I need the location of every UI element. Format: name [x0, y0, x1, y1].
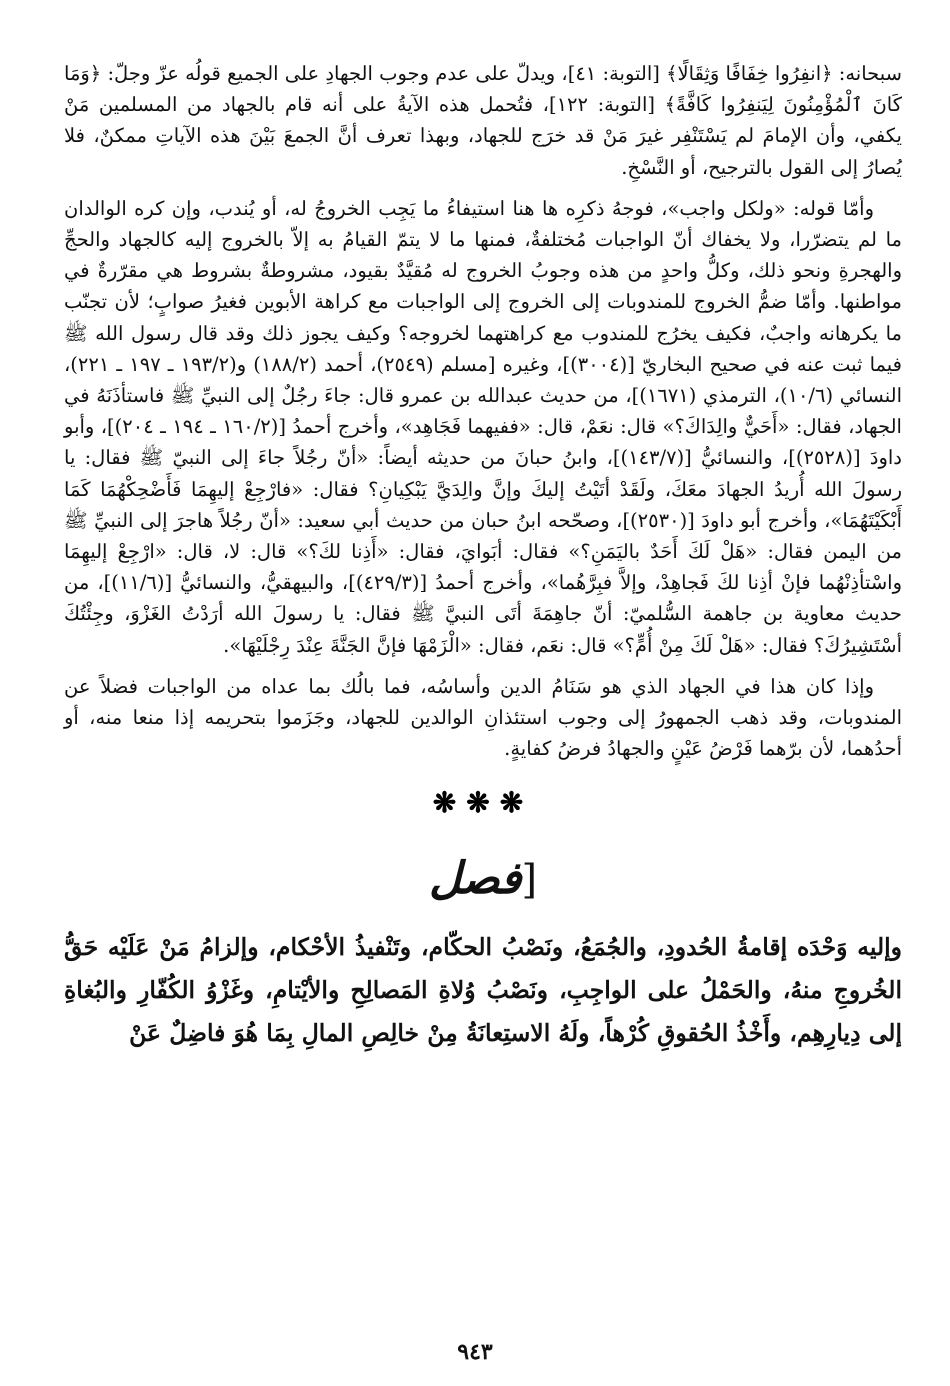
section-heading-text: فصل: [428, 853, 522, 905]
paragraph-2: وأمّا قوله: «ولكل واجب»، فوجهُ ذكرِه ها هنا استيفاءُ ما يَجِب الخروجُ له، أو يُندب، وإن كره الوالدان ما لم يتضرّرا، ولا يخفاك أنّ الواجبات مُختلفةٌ، فمنها ما لا يتمّ القيامُ به إلاّ بالخروج إليه كالجهاد والحجِّ والهجرةِ ونحو ذلك، وكلُّ واحدٍ من هذه وجوبُ الخروج له مُقيَّدٌ بقيود، مشروطةٌ بشروط هي مقرّرةٌ في مواطنها. وأمّا ضمُّ الخروج للمندوبات إلى الخروج إلى الواجبات مع كراهة الأبوين فغيرُ صوابٍ؛ لأن تجنّب ما يكرهانه واجبٌ، فكيف يخرُج للمندوب مع كراهتهما لخروجه؟ وكيف يجوز ذلك وقد قال رسول الله ﷺ فيما ثبت عنه في صحيح البخاريّ [(٣٠٠٤)]، وغيره [مسلم (٢٥٤٩)، أحمد (١٨٨/٢) و(١٩٣/٢ ـ ١٩٧ ـ ٢٢١)، النسائي (١٠/٦)، الترمذي (١٦٧١)]، من حديث عبدالله بن عمرو قال: جاءَ رجُلٌ إلى النبيِّ ﷺ فاستأذَنَهُ في الجهاد، فقال: «أَحَيٌّ والِدَاكَ؟» قال: نعَمْ، قال: «ففيهما فَجَاهِد»، وأخرج أحمدُ [(١٦٠/٢ ـ ١٩٤ ـ ٢٠٤)]، وأبو داودَ [(٢٥٢٨)]، والنسائيُّ [(١٤٣/٧)]، وابنُ حبانَ من حديثه أيضاً: «أنّ رجُلاً جاءَ إلى النبيّ ﷺ فقال: يا رسولَ الله أُريدُ الجهادَ معَكَ، ولَقَدْ أتَيْتُ إليكَ وإنَّ والِدَيَّ يَبْكِيانِ؟ فقال: «فارْجِعْ إليهِمَا فَأَضْحِكْهُمَا كَمَا أَبْكَيْتَهُمَا»، وأخرج أبو داودَ [(٢٥٣٠)]، وصحّحه ابنُ حبان من حديث أبي سعيد: «أنّ رجُلاً هاجرَ إلى النبيِّ ﷺ من اليمن فقال: «هَلْ لَكَ أَحَدٌ باليَمَنِ؟» فقال: أبَوايَ، فقال: «أَذِنا لكَ؟» قال: لا، قال: «ارْجِعْ إليهِمَا واسْتأذِنْهُما فإنْ أذِنا لكَ فَجاهِدْ، وإلاَّ فبِرَّهُما»، وأخرج أحمدُ [(٤٢٩/٣)]، والبيهقيُّ، والنسائيُّ [(١١/٦)]، من حديث معاوية بن جاهمة السُّلميّ: أنّ جاهِمَةَ أتَى النبيَّ ﷺ فقال: يا رسولَ الله أرَدْتُ الغَزْوَ، وجِئْتُكَ أسْتَشِيرُكَ؟ فقال: «هَلْ لَكَ مِنْ أُمٍّ؟» قال: نعَم، فقال: «الْزَمْهَا فإنَّ الجَنَّةَ عِنْدَ رِجْلَيْهَا».: [64, 196, 903, 657]
section-text: وإليه وَحْدَه إقامةُ الحُدودِ، والجُمَعُ، ونَصْبُ الحكّام، وتَنْفيذُ الأحْكام، وإلزامُ مَنْ عَلَيْه حَقُّ الخُروجِ منهُ، والحَمْلُ على الواجِبِ، ونَصْبُ وُلاةِ المَصالِحِ والأيْتامِ، وغَزْوُ الكُفّارِ والبُغاةِ إلى دِيارِهِم، وأَخْذُ الحُقوقِ كُرْهاً، ولَهُ الاستِعانَةُ مِنْ خالِصِ المالِ بِمَا هُوَ فاضِلٌ عَنْ: [64, 933, 902, 1048]
paragraph-3: وإذا كان هذا في الجهاد الذي هو سَنَامُ الدين وأساسُه، فما بالُك بما عداه من الواجبات فضلاً عن المندوبات، وقد ذهب الجمهورُ إلى وجوب استئذانِ الوالدين للجهاد، وجَزَموا بتحريمه إذا منعا منه، أو أحدُهما، لأن برّهما فَرْضُ عَيْنٍ والجهادُ فرضُ كفايةٍ.: [64, 674, 902, 761]
heading-bracket-icon: [: [521, 857, 538, 904]
page-number: ٩٤٣: [457, 1339, 493, 1365]
section-separator: ❋❋❋: [432, 786, 534, 820]
section-heading-wrap: [64, 853, 902, 904]
section-heading: [423, 853, 543, 904]
paragraph-1: سبحانه: ﴿انفِرُوا خِفَافًا وَثِقَالًا﴾ [التوبة: ٤١]، ويدلّ على عدم وجوب الجهادِ على الجميع قولُه عزّ وجلّ: ﴿وَمَا كَانَ ٱلْمُؤْمِنُونَ لِيَنفِرُوا كَافَّةً﴾ [التوبة: ١٢٢]، فتُحمل هذه الآيةُ على أنه قام بالجهاد من المسلمين مَنْ يكفي، وأن الإمامَ لم يَسْتَنْفِر غيرَ مَنْ قد خرَج للجهاد، وبهذا تعرف أنَّ الجمعَ بَيْنَ هذه الآياتِ ممكنٌ، فلا يُصارُ إلى القول بالترجيح، أو النَّسْخِ.: [64, 62, 902, 179]
page-body: [64, 58, 902, 1055]
